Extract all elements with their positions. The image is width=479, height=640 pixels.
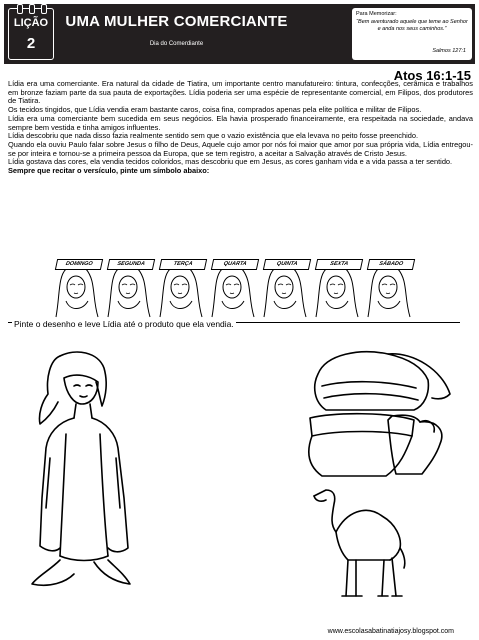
- paragraph: Lídia era uma comerciante. Era natural da cidade de Tiatira, um importante centro manufatureiro: tintura, confecções, cerâmica e trabalhos em bronze faziam parte da sua pauta de exportações. Lídia poderia ser uma espécie de representante comercial, em Filipos, dos produtores de Tiatira.: [8, 79, 473, 106]
- lydia-illustration[interactable]: [20, 338, 140, 596]
- bible-reference: Atos 16:1-15: [393, 68, 471, 83]
- footer-url: www.escolasabatinatiajosy.blogspot.com: [327, 628, 454, 635]
- days-instruction: Sempre que recitar o versículo, pinte um símbolo abaixo:: [8, 166, 210, 176]
- paragraph: Quando ela ouviu Paulo falar sobre Jesus o filho de Deus, Aquele cujo amor por nós foi maior que amor por sua própria vida, Lídia entregou-se por inteira e tornou-se a primeira pessoa da Europa, que se tem registro, a aceitar a Salvação através de Cristo Jesus.: [8, 139, 473, 158]
- day-symbol[interactable]: [104, 257, 152, 323]
- day-label: TERÇA: [159, 259, 207, 270]
- paragraph: Lídia era uma comerciante bem sucedida em seus negócios. Ela havia prosperado financeiramente, era respeitada na sociedade, andava sempre bem vestida e tinha amigos influentes.: [8, 113, 473, 132]
- day-label: QUINTA: [263, 259, 311, 270]
- paragraph: Lídia gostava das cores, ela vendia tecidos coloridos, mas descobriu que em Jesus, as cores ganham vida e a vida passa a ter sentido.: [8, 157, 453, 167]
- page-subtitle: Dia do Comerdiante: [149, 41, 204, 47]
- day-symbol[interactable]: [52, 257, 100, 323]
- days-tracker: [52, 257, 412, 323]
- camel-illustration[interactable]: [306, 482, 416, 602]
- lesson-number: 2: [26, 35, 36, 52]
- day-symbol[interactable]: [156, 257, 204, 323]
- day-label: QUARTA: [211, 259, 259, 270]
- fabrics-and-pottery-illustration[interactable]: [296, 340, 456, 482]
- day-label: SEGUNDA: [107, 259, 155, 270]
- lesson-label: LIÇÃO: [13, 17, 49, 29]
- page-title: UMA MULHER COMERCIANTE: [65, 13, 288, 30]
- drawing-instruction: Pinte o desenho e leve Lídia até o produto que ela vendia.: [14, 319, 234, 329]
- day-symbol[interactable]: [260, 257, 308, 323]
- day-label: SEXTA: [315, 259, 363, 270]
- day-label: DOMINGO: [55, 259, 103, 270]
- day-symbol[interactable]: [208, 257, 256, 323]
- paragraph: Os tecidos tingidos, que Lídia vendia eram bastante caros, coisa fina, comprados apenas pela elite política e militar de Filipos.: [8, 105, 422, 115]
- memory-verse-box: [352, 8, 472, 60]
- day-symbol[interactable]: [364, 257, 412, 323]
- header-banner: [4, 4, 475, 64]
- memory-verse-reference: Salmos 127:1: [432, 48, 466, 54]
- day-symbol[interactable]: [312, 257, 360, 323]
- story-text: [8, 80, 473, 176]
- day-label: SÁBADO: [367, 259, 415, 270]
- memorize-label: Para Memorizar:: [356, 11, 397, 17]
- memory-verse: “Bem aventurado aquele que teme ao Senhor e anda nos seus caminhos.”: [356, 19, 468, 32]
- paragraph: Lídia descobriu que nada disso fazia realmente sentido sem que o vazio existência que ela levava no peito fosse preenchido.: [8, 131, 419, 141]
